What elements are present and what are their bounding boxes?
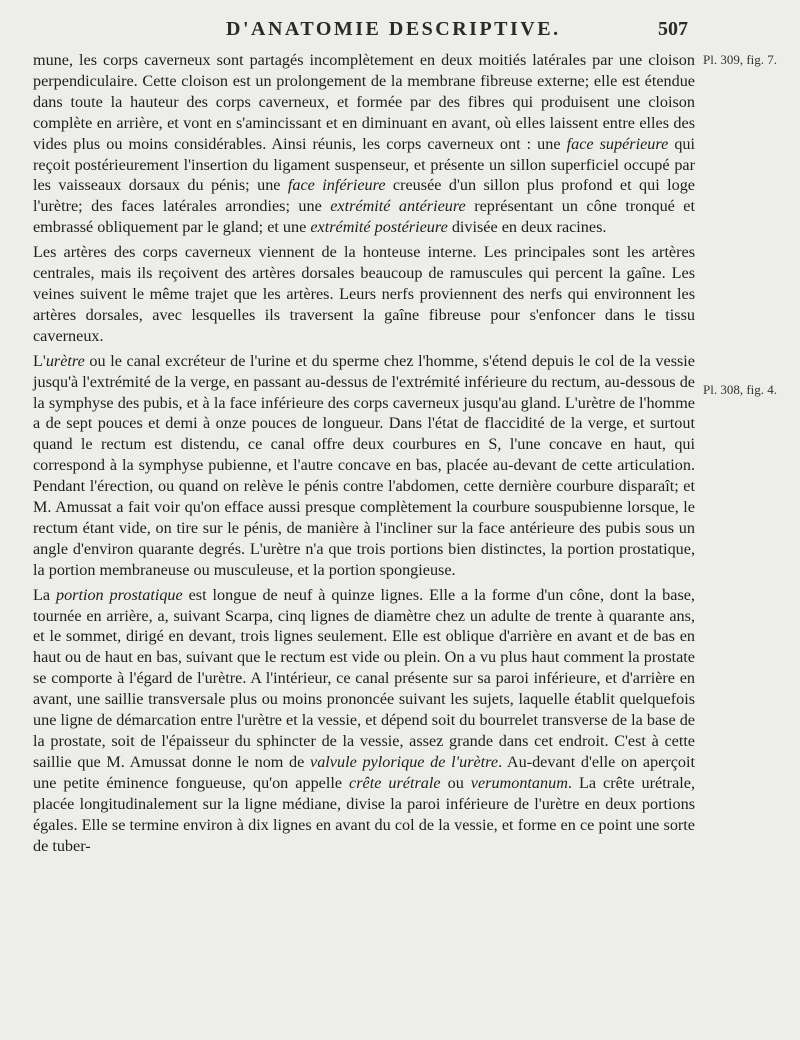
text-run: Les artères des corps caverneux viennent de la honteuse interne. Les principales sont les artères centrales, mais ils reçoivent des artères dorsales beaucoup de ramuscules qui percent la gaîne. Les veines suivent le même trajet que les artères. Leurs nerfs proviennent des nerfs qui environnent les artères dorsales, avec lesquelles ils traversent la gaîne fibreuse pour s'enfoncer dans le tissu caverneux. [33, 243, 695, 345]
text-run: ou [440, 773, 471, 792]
text-run: creusée d'un sillon plus profond et qui loge l'urètre; des faces latérales arrondies; une [33, 176, 695, 216]
text-run: est longue de neuf à quinze lignes. Elle a la forme d'un cône, dont la base, tournée en arrière, a, suivant Scarpa, cinq lignes de diamètre chez un adulte de trente à quarante ans, et le sommet, dirigé en devant, trois lignes seulement. Elle est oblique d'arrière en avant et de bas en haut ou de haut en bas, suivant que le rectum est vide ou plein. On a vu plus haut comment la prostate se comporte à l'égard de l'urètre. A l'intérieur, ce canal présente sur sa paroi inférieure, et d'arrière en avant, une saillie transversale plus ou moins prononcée suivant les sujets, laquelle établit quelquefois une ligne de démarcation entre l'urètre et la vessie, et dépend soit du bourrelet transverse de la base de la prostate, soit de l'épaisseur du sphincter de la vessie, assez grande dans cet endroit. C'est à cette saillie que M. Amussat donne le nom de [33, 585, 695, 771]
italic-term: face inférieure [287, 176, 386, 195]
italic-term: extrémité antérieure [330, 197, 466, 216]
paragraph [33, 242, 695, 347]
text-run: . La crête urétrale, placée longitudinalement sur la ligne médiane, divise la paroi inférieure de l'urètre en deux portions égales. Elle se termine environ à dix lignes en avant du col de la vessie, et forme en ce point une sorte de tuber- [33, 773, 695, 855]
italic-term: urètre [45, 351, 85, 370]
text-run: L' [33, 351, 46, 370]
italic-term: face supérieure [566, 134, 669, 153]
italic-term: verumontanum [470, 773, 568, 792]
margin-note-plate-reference: Pl. 308, fig. 4. [703, 382, 778, 397]
text-run: ou le canal excréteur de l'urine et du sperme chez l'homme, s'étend depuis le col de la vessie jusqu'à l'extrémité de la verge, en passant au-dessus de l'extrémité inférieure du rectum, au-dessous de la symphyse des pubis, et à la face inférieure des corps caverneux jusqu'au gland. L'urètre de l'homme a de sept pouces et demi à onze pouces de longueur. Dans l'état de flaccidité de la verge, et surtout quand le rectum est distendu, ce canal offre deux courbures en S, l'une concave en haut, qui correspond à la symphyse pubienne, et l'autre concave en bas, placée au-devant de cette articulation. Pendant l'érection, ou quand on relève le pénis contre l'abdomen, cette dernière courbure disparaît; et M. Amussat a fait voir qu'on efface aussi presque complètement la courbure souspubienne lorsque, le rectum étant vide, on tire sur le pénis, de manière à l'incliner sur la face antérieure des pubis sous un angle d'environ quarante degrés. L'urètre n'a que trois portions bien distinctes, la portion prostatique, la portion membraneuse ou musculeuse, et la portion spongieuse. [33, 351, 695, 579]
page-number: 507 [658, 18, 688, 40]
text-run: qui reçoit postérieurement l'insertion du ligament suspenseur, et présente un sillon superficiel occupé par les vaisseaux dorsaux du pénis; une [33, 134, 696, 195]
text-run: . Au-devant d'elle on aperçoit une petite éminence fongueuse, qu'on appelle [33, 752, 695, 792]
text-run: La [33, 585, 56, 604]
body-text [33, 50, 695, 860]
italic-term: extrémité postérieure [310, 218, 448, 237]
text-run: représentant un cône tronqué et embrassé obliquement par le gland; et une [33, 197, 695, 237]
text-run: divisée en deux racines. [447, 218, 607, 237]
paragraph [33, 50, 695, 238]
paragraph [33, 351, 695, 581]
italic-term: crête urétrale [349, 773, 441, 792]
margin-note-plate-reference: Pl. 309, fig. 7. [703, 52, 778, 67]
text-run: mune, les corps caverneux sont partagés incomplètement en deux moitiés latérales par une cloison perpendiculaire. Cette cloison est un prolongement de la membrane fibreuse externe; elle est étendue dans toute la hauteur des corps caverneux, et formée par des fibres qui produisent une cloison complète en arrière, et vont en s'amincissant et en diminuant en avant, où elles laissent entre elles des vides plus ou moins considérables. Ainsi réunis, les corps caverneux ont : une [33, 51, 695, 153]
running-title: D'ANATOMIE DESCRIPTIVE. [226, 18, 561, 40]
italic-term: valvule pylorique de l'urètre [310, 752, 499, 771]
italic-term: portion prostatique [55, 585, 183, 604]
running-head [0, 4, 800, 44]
paragraph [33, 585, 695, 857]
